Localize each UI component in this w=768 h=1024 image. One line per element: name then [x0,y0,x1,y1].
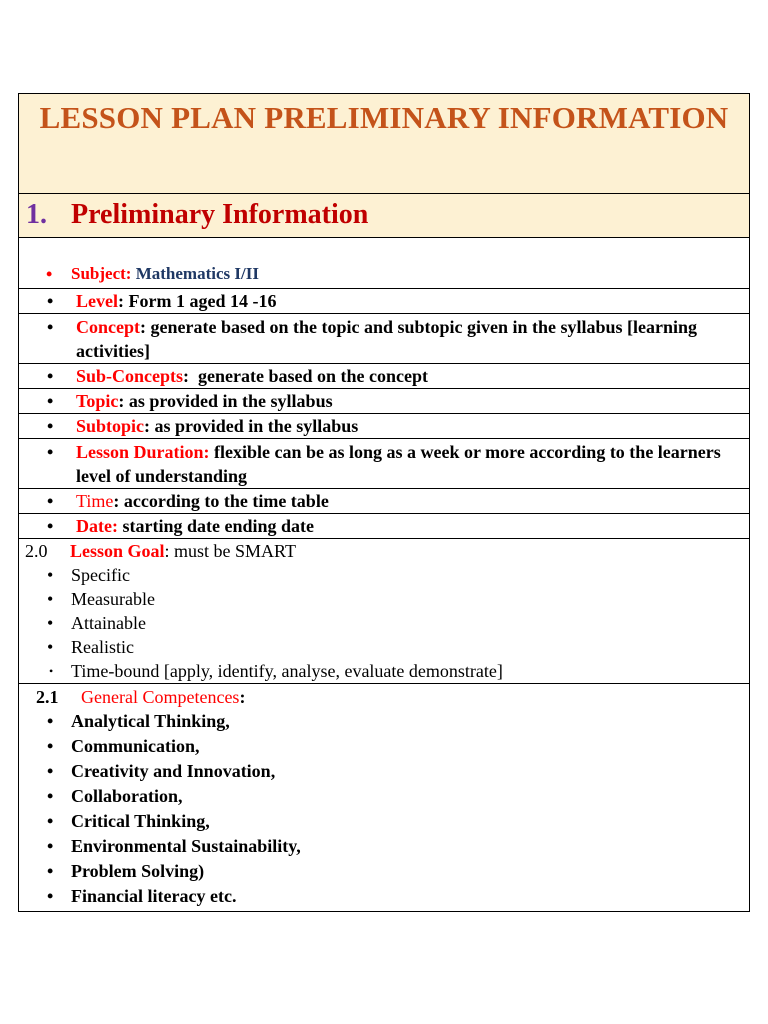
topic-value: : as provided in the syllabus [118,391,333,411]
subject-value: Mathematics I/II [131,264,259,283]
item-lesson-duration [19,439,750,489]
item-concept [19,314,750,364]
list-item: • Measurable [47,589,155,609]
bullet-icon: • [47,366,54,386]
bullet-icon: • [49,664,54,678]
level-label: Level [76,291,118,311]
competences-label: General Competences [81,687,240,707]
bullet-icon: • [47,861,54,881]
competences-list [19,709,749,911]
lesson-goal-cell [19,539,750,684]
time-value: : according to the time table [113,491,329,511]
list-item: • Realistic [47,637,134,657]
item-subject [19,238,750,289]
item-sub-concepts [19,364,750,389]
date-value: starting date ending date [117,516,314,536]
competences-number: 2.1 [36,687,59,707]
bullet-icon: • [47,317,54,337]
bullet-icon: • [47,637,54,657]
sub-concepts-value: : generate based on the concept [183,366,428,386]
lesson-plan-table [18,93,750,912]
list-item: • Problem Solving) [19,859,749,884]
bullet-icon: • [47,711,54,731]
bullet-icon: • [47,391,54,411]
section-heading: Preliminary Information [71,199,369,230]
bullet-icon: • [47,442,54,462]
goal-label: Lesson Goal [70,541,165,561]
list-item: • Environmental Sustainability, [19,834,749,859]
bullet-icon: • [47,786,54,806]
bullet-icon: • [47,613,54,633]
section-header-cell [19,194,750,238]
bullet-icon: • [47,886,54,906]
subject-label: Subject: [71,264,132,283]
lesson-plan-document [18,93,750,912]
time-label: Time [76,491,114,511]
bullet-icon: • [47,491,54,511]
list-item: • Critical Thinking, [19,809,749,834]
bullet-icon: • [47,811,54,831]
list-item: • Analytical Thinking, [19,709,749,734]
section-header [19,194,749,236]
list-item: • Collaboration, [19,784,749,809]
smart-list [19,563,749,683]
bullet-icon: • [47,736,54,756]
item-date [19,514,750,539]
bullet-icon: • [47,291,54,311]
bullet-icon: • [47,516,54,536]
item-subtopic [19,414,750,439]
concept-label: Concept [76,317,140,337]
sub-concepts-label: Sub-Concepts [76,366,184,386]
competences-heading [19,685,749,709]
date-label: Date: [76,516,118,536]
subtopic-value: : as provided in the syllabus [144,416,359,436]
bullet-icon: • [47,565,54,585]
concept-value: : generate based on the topic and subtopic given in the syllabus [learning activities] [76,317,698,361]
item-level [19,289,750,314]
list-item: • Financial literacy etc. [19,884,749,909]
bullet-icon: • [47,416,54,436]
list-item: • Time-bound [apply, identify, analyse, evaluate demonstrate] [49,661,503,681]
competences-value: : [239,687,246,707]
list-item: • Attainable [47,613,146,633]
item-time [19,489,750,514]
goal-value: : must be SMART [164,541,296,561]
level-value: : Form 1 aged 14 -16 [118,291,277,311]
bullet-icon: • [46,264,53,284]
bullet-icon: • [47,761,54,781]
goal-number: 2.0 [25,541,48,561]
general-competences-cell [19,684,750,912]
list-item: • Specific [47,565,130,585]
list-item: • Communication, [19,734,749,759]
lesson-duration-value: flexible can be as long as a week or more according to the learners level of understanding [76,442,721,486]
bullet-icon: • [47,836,54,856]
list-item: • Creativity and Innovation, [19,759,749,784]
subtopic-label: Subtopic [76,416,145,436]
document-title: LESSON PLAN PRELIMINARY INFORMATION [39,100,729,135]
lesson-duration-label: Lesson Duration: [76,442,210,462]
title-cell [19,94,750,194]
item-topic [19,389,750,414]
bullet-icon: • [47,589,54,609]
topic-label: Topic [76,391,119,411]
lesson-goal-heading [19,539,749,563]
section-number: 1. [26,199,47,230]
